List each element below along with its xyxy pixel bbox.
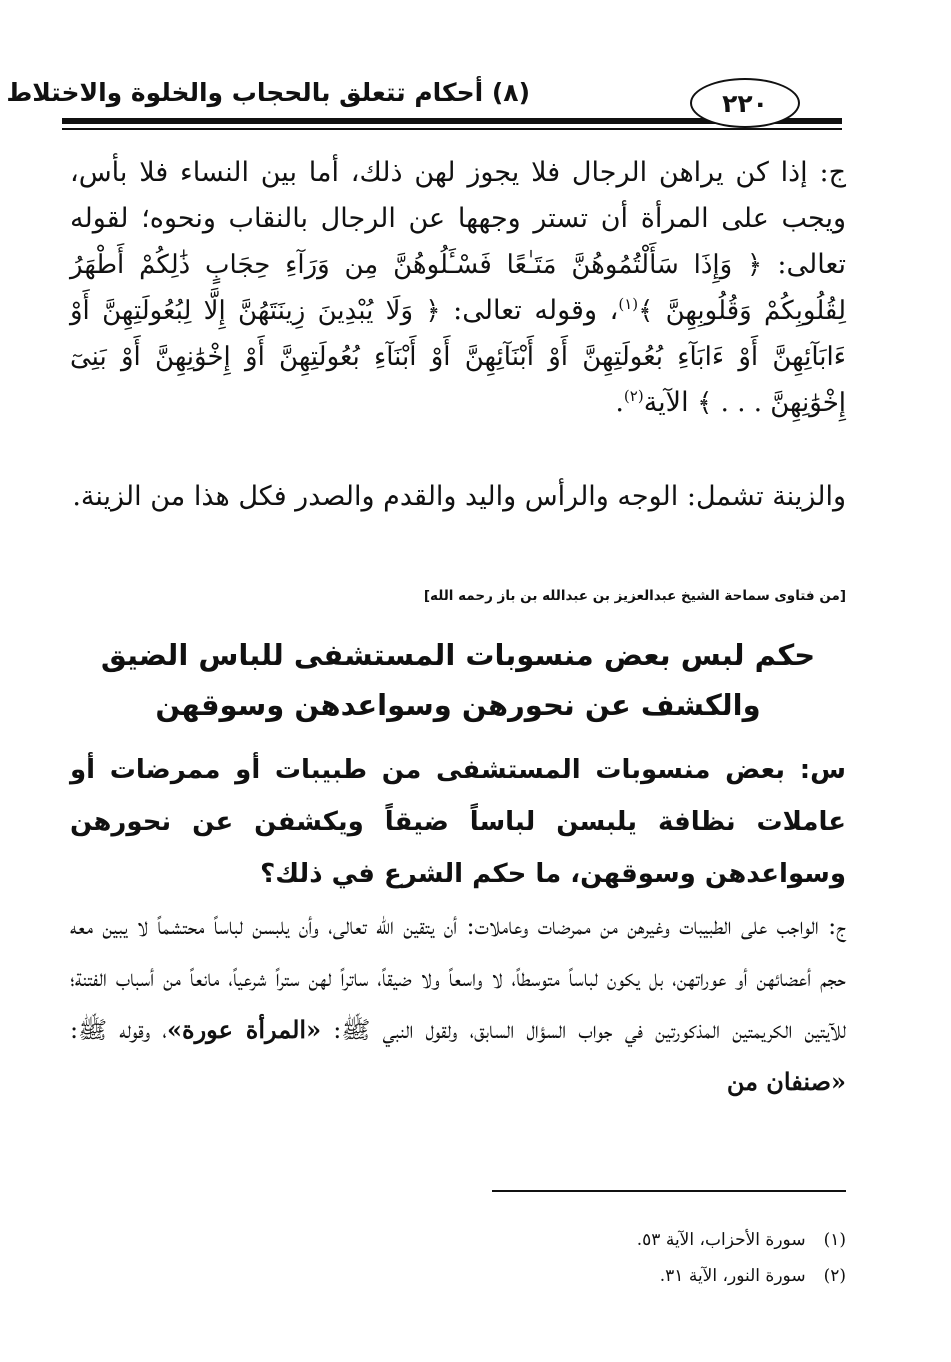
footnote-item: [470, 1258, 846, 1294]
section-heading-line2: والكشف عن نحورهن وسواعدهن وسوقهن: [155, 688, 761, 722]
footnote-rule: [492, 1190, 846, 1192]
answer-text: ج: إذا كن يراهن الرجال فلا يجوز لهن ذلك، أما بين النساء فلا بأس، ويجب على المرأة أن تستر وجهها عن الرجال بالنقاب ونحوه؛ لقوله تعالى:: [70, 157, 847, 280]
footnotes: [470, 1222, 846, 1294]
answer-text: الآية: [643, 387, 698, 418]
footnote-text: سورة الأحزاب، الآية ٥٣.: [636, 1230, 806, 1250]
chapter-title: (٨) أحكام تتعلق بالحجاب والخلوة والاختلاط: [6, 78, 530, 107]
zeena-paragraph: والزينة تشمل: الوجه والرأس واليد والقدم والصدر فكل هذا من الزينة.: [72, 481, 846, 512]
footnote-ref: (٢): [623, 387, 644, 405]
section-heading-line1: حكم لبس بعض منسوبات المستشفى للباس الضيق: [100, 638, 816, 672]
answer-paragraph-1: [70, 150, 846, 426]
answer-text: ، وقوله تعالى:: [440, 295, 619, 326]
footnote-number: (٢): [823, 1266, 846, 1286]
quran-verse: ﴿ وَإِذَا سَأَلْتُمُوهُنَّ مَتَـٰعًا فَسْـَٔلُوهُنَّ مِن وَرَآءِ حِجَابٍ ذَٰلِكُمْ أَطْهَرُ لِقُلُوبِكُمْ وَقُلُوبِهِنَّ ﴾: [70, 250, 846, 326]
footnote-text: سورة النور، الآية ٣١.: [659, 1266, 806, 1286]
page-number: ٢٢٠: [690, 78, 800, 128]
answer-paragraph-2: [70, 900, 846, 1108]
answer-text: ، وقوله ﷺ:: [70, 1016, 168, 1044]
quran-verse: ﴿ وَلَا يُبْدِينَ زِينَتَهُنَّ إِلَّا لِبُعُولَتِهِنَّ أَوْ ءَابَآئِهِنَّ أَوْ ءَابَآءِ بُعُولَتِهِنَّ أَوْ أَبْنَآئِهِنَّ أَوْ أَبْنَآءِ بُعُولَتِهِنَّ أَوْ إِخْوَٰنِهِنَّ أَوْ بَنِىٓ إِخْوَٰنِهِنَّ . . . ﴾: [70, 296, 846, 418]
answer-text: ج: الواجب على الطبيبات وغيرهن من ممرضات وعاملات: أن يتقين الله تعالى، وأن يلبسن لباساً محتشماً لا يبين معه حجم أعضائهن أو عوراتهن، بل يكون لباساً متوسطاً، لا واسعاً ولا ضيقاً، ساتراً لهن ستراً شرعياً، مانعاً من أسباب الفتنة؛ للآيتين الكريمتين المذكورتين في جواب السؤال السابق، ولقول النبي ﷺ:: [70, 912, 847, 1044]
fatwa-source: [من فتاوى سماحة الشيخ عبدالعزيز بن عبدالله بن باز رحمه الله]: [423, 588, 846, 604]
answer-text: .: [615, 387, 624, 418]
hadith-quote: «صنفان من: [726, 1067, 846, 1096]
header-rule-thin: [62, 128, 842, 130]
footnote-number: (١): [823, 1230, 846, 1250]
question-paragraph: س: بعض منسوبات المستشفى من طبيبات أو ممرضات أو عاملات نظافة يلبسن لباساً ضيقاً ويكشفن عن نحورهن وسواعدهن وسوقهن، ما حكم الشرع في ذلك؟: [70, 755, 846, 889]
footnote-item: [470, 1222, 846, 1258]
hadith-quote: «المرأة عورة»: [167, 1015, 322, 1044]
footnote-ref: (١): [618, 295, 639, 313]
